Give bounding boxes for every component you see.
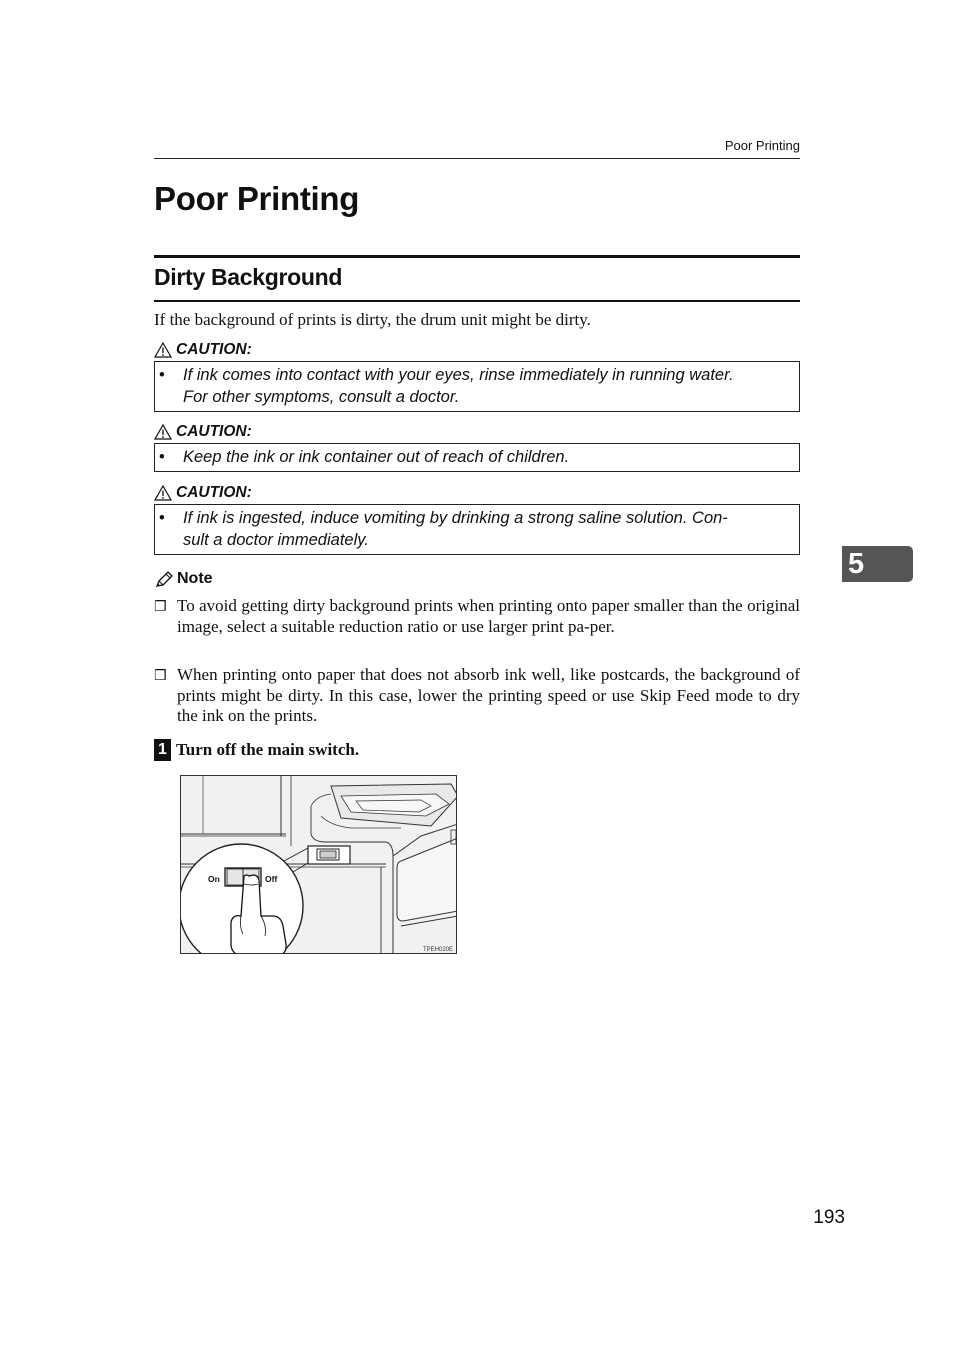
- step-1: [154, 739, 359, 761]
- caution-label-1: [154, 341, 252, 359]
- machine-illustration: [181, 776, 457, 954]
- caution-label-text: CAUTION:: [176, 484, 252, 501]
- figure-code: TPEH020E: [423, 947, 454, 953]
- section-rule-top: [154, 255, 800, 258]
- bullet-icon: •: [159, 366, 165, 384]
- caution-label-text: CAUTION:: [176, 341, 252, 358]
- section-title: Dirty Background: [154, 264, 343, 290]
- header-rule: [154, 158, 800, 159]
- caution-text: [183, 507, 799, 551]
- running-header: Poor Printing: [724, 138, 800, 153]
- switch-off-label: Off: [265, 874, 278, 884]
- pencil-note-icon: [154, 571, 174, 588]
- warning-triangle-icon: [154, 424, 172, 440]
- step-text: Turn off the main switch.: [176, 740, 360, 759]
- caution-item: [155, 507, 799, 551]
- bullet-icon: •: [159, 448, 165, 466]
- caution-box-1: [154, 361, 800, 412]
- checkbox-bullet-icon: ❒: [154, 668, 167, 684]
- caution-label-text: CAUTION:: [176, 423, 252, 440]
- caution-label-2: [154, 423, 252, 441]
- bullet-icon: •: [159, 509, 165, 527]
- note-item-1: [154, 596, 800, 637]
- chapter-tab: 5: [842, 546, 913, 582]
- caution-label-3: [154, 484, 252, 502]
- caution-text: [183, 446, 799, 468]
- caution-line: If ink is ingested, induce vomiting by drinking a strong saline solution. Con-: [183, 509, 728, 527]
- caution-item: [155, 364, 799, 408]
- page-title: Poor Printing: [154, 180, 360, 217]
- warning-triangle-icon: [154, 485, 172, 501]
- note-heading: [154, 570, 213, 588]
- note-text: To avoid getting dirty background prints when printing onto paper smaller than the original image, select a suitable reduction ratio or use larger print pa-per.: [177, 596, 800, 636]
- note-text: When printing onto paper that does not absorb ink well, like postcards, the background of prints might be dirty. In this case, lower the printing speed or use Skip Feed mode to dry the ink on the prints.: [177, 665, 800, 725]
- section-rule-bottom: [154, 300, 800, 302]
- caution-box-2: [154, 443, 800, 472]
- note-heading-text: Note: [177, 570, 213, 587]
- caution-line: If ink comes into contact with your eyes, rinse immediately in running water.: [183, 366, 734, 384]
- warning-triangle-icon: [154, 342, 172, 358]
- caution-line: sult a doctor immediately.: [183, 531, 369, 549]
- main-switch-illustration: [180, 775, 457, 954]
- caution-box-3: [154, 504, 800, 555]
- caution-line: Keep the ink or ink container out of reach of children.: [183, 448, 570, 466]
- checkbox-bullet-icon: ❒: [154, 599, 167, 615]
- caution-line: For other symptoms, consult a doctor.: [183, 388, 460, 406]
- switch-on-label: On: [208, 874, 220, 884]
- intro-paragraph: If the background of prints is dirty, the drum unit might be dirty.: [154, 310, 591, 329]
- caution-item: [155, 446, 799, 468]
- caution-text: [183, 364, 799, 408]
- page-number: 193: [813, 1207, 845, 1228]
- note-item-2: [154, 665, 800, 727]
- step-number-badge: 1: [154, 739, 171, 761]
